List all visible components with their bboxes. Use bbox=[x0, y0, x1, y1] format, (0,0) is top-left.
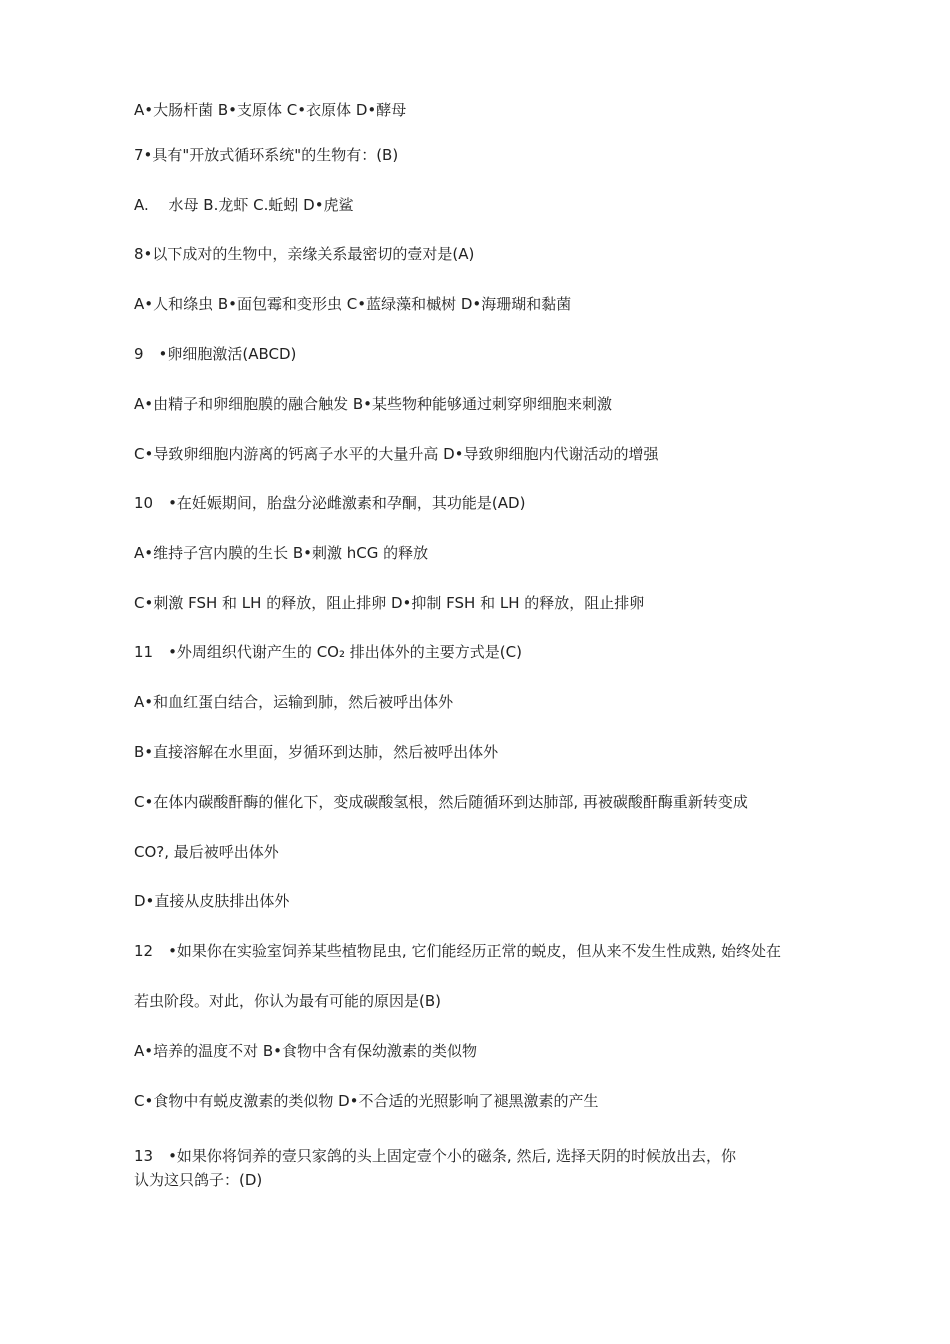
q8-options: A•人和绦虫 B•面包霉和变形虫 C•蓝绿藻和槭树 D•海珊瑚和黏菌 bbox=[134, 295, 572, 313]
q12-options-ab: A•培养的温度不对 B•食物中含有保幼激素的类似物 bbox=[134, 1042, 478, 1060]
q11-option-b: B•直接溶解在水里面，岁循环到达肺，然后被呼出体外 bbox=[134, 743, 499, 761]
q10-options-ab: A•维持子宫内膜的生长 B•刺激 hCG 的释放 bbox=[134, 544, 429, 562]
q7-options: A. 水母 B.龙虾 C.蚯蚓 D•虎鲨 bbox=[134, 196, 354, 214]
q7-question: 7•具有"开放式循环系统"的生物有：(B) bbox=[134, 146, 399, 164]
q13-question: 13 •如果你将饲养的壹只家鸽的头上固定壹个小的磁条, 然后, 选择天阴的时候放出去，你 bbox=[134, 1147, 737, 1165]
q12-question-cont: 若虫阶段。对此，你认为最有可能的原因是(B) bbox=[134, 992, 441, 1010]
q11-option-c: C•在体内碳酸酐酶的催化下，变成碳酸氢根，然后随循环到达肺部, 再被碳酸酐酶重新转变成 bbox=[134, 793, 748, 811]
q10-question: 10 •在妊娠期间，胎盘分泌雌激素和孕酮，其功能是(AD) bbox=[134, 494, 526, 512]
q8-question: 8•以下成对的生物中，亲缘关系最密切的壹对是(A) bbox=[134, 245, 475, 263]
q11-question: 11 •外周组织代谢产生的 CO₂ 排出体外的主要方式是(C) bbox=[134, 643, 522, 661]
q11-option-d: D•直接从皮肤排出体外 bbox=[134, 892, 290, 910]
q9-options-cd: C•导致卵细胞内游离的钙离子水平的大量升高 D•导致卵细胞内代谢活动的增强 bbox=[134, 445, 659, 463]
q11-option-c-cont: CO?, 最后被呼出体外 bbox=[134, 843, 279, 861]
q12-options-cd: C•食物中有蜕皮激素的类似物 D•不合适的光照影响了褪黑激素的产生 bbox=[134, 1092, 599, 1110]
q13-question-cont: 认为这只鸽子：(D) bbox=[134, 1171, 263, 1189]
q10-options-cd: C•刺激 FSH 和 LH 的释放，阻止排卵 D•抑制 FSH 和 LH 的释放，阻止排卵 bbox=[134, 594, 645, 612]
q6-options: A•大肠杆菌 B•支原体 C•衣原体 D•酵母 bbox=[134, 101, 407, 119]
q9-question: 9 •卵细胞激活(ABCD) bbox=[134, 345, 297, 363]
q9-options-ab: A•由精子和卵细胞膜的融合触发 B•某些物种能够通过刺穿卵细胞来刺激 bbox=[134, 395, 613, 413]
q12-question: 12 •如果你在实验室饲养某些植物昆虫, 它们能经历正常的蜕皮，但从来不发生性成熟, 始终处在 bbox=[134, 942, 782, 960]
q11-option-a: A•和血红蛋白结合，运输到肺，然后被呼出体外 bbox=[134, 693, 454, 711]
